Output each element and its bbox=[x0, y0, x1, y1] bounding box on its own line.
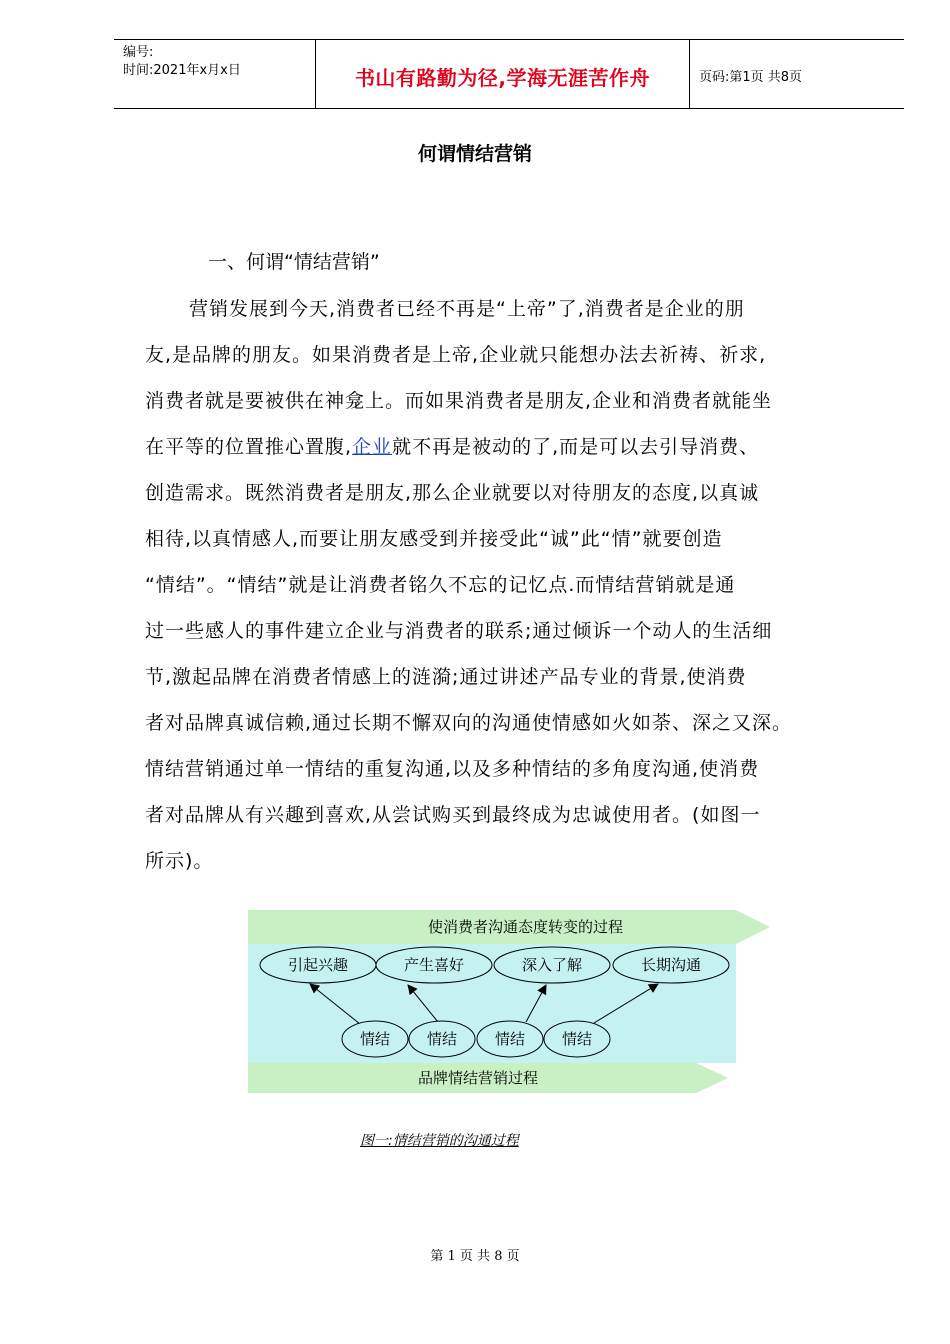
paragraph-line: “情结”。“情结”就是让消费者铭久不忘的记忆点.而情结营销就是通 bbox=[145, 574, 736, 596]
paragraph-line: 所示)。 bbox=[145, 850, 214, 872]
page-footer: 第 1 页 共 8 页 bbox=[430, 1249, 520, 1264]
process-diagram-svg bbox=[248, 905, 776, 1095]
paragraph-line: 相待,以真情感人,而要让朋友感受到并接受此“诚”此“情”就要创造 bbox=[145, 528, 723, 550]
paragraph-line: 节,激起品牌在消费者情感上的涟漪;通过讲述产品专业的背景,使消费 bbox=[145, 666, 747, 688]
paragraph-line: 过一些感人的事件建立企业与消费者的联系;通过倾诉一个动人的生活细 bbox=[145, 620, 773, 642]
knot-label: 情结 bbox=[359, 1030, 391, 1048]
paragraph-line: 情结营销通过单一情结的重复沟通,以及多种情结的多角度沟通,使消费 bbox=[145, 758, 760, 780]
knot-node bbox=[477, 1021, 543, 1057]
figure-caption: 图一:情结营销的沟通过程 bbox=[360, 1133, 519, 1149]
paragraph-line: 营销发展到今天,消费者已经不再是“上帝”了,消费者是企业的朋 bbox=[189, 298, 745, 320]
bottom-arrow-label: 品牌情结营销过程 bbox=[418, 1069, 539, 1087]
header-motto-cell bbox=[316, 40, 690, 108]
paragraph-text: 就不再是被动的了,而是可以去引导消费、 bbox=[392, 436, 760, 458]
process-diagram bbox=[248, 905, 776, 1095]
stage-label: 长期沟通 bbox=[640, 956, 702, 974]
header-table bbox=[114, 39, 904, 109]
body-paragraph bbox=[145, 286, 865, 884]
document-title: 何谓情结营销 bbox=[417, 143, 532, 165]
page-info: 页码:第1页 共8页 bbox=[699, 70, 803, 85]
stage-node bbox=[376, 947, 492, 983]
paragraph-line: 者对品牌从有兴趣到喜欢,从尝试购买到最终成为忠诚使用者。(如图一 bbox=[145, 804, 761, 826]
header-meta-cell bbox=[114, 40, 316, 108]
motto: 书山有路勤为径,学海无涯苦作舟 bbox=[354, 66, 651, 90]
knot-node bbox=[544, 1021, 610, 1057]
knot-label: 情结 bbox=[426, 1030, 458, 1048]
stage-label: 引起兴趣 bbox=[287, 956, 349, 974]
paragraph-line: 友,是品牌的朋友。如果消费者是上帝,企业就只能想办法去祈祷、祈求, bbox=[145, 344, 767, 366]
id-label: 编号: bbox=[123, 45, 154, 60]
knot-node bbox=[409, 1021, 475, 1057]
knot-label: 情结 bbox=[494, 1030, 526, 1048]
stage-node bbox=[613, 947, 729, 983]
paragraph-line bbox=[145, 424, 865, 470]
stage-node bbox=[260, 947, 376, 983]
time-label: 时间:2021年x月x日 bbox=[123, 63, 241, 78]
paragraph-line: 者对品牌真诚信赖,通过长期不懈双向的沟通使情感如火如荼、深之又深。 bbox=[145, 712, 793, 734]
header-page-cell bbox=[690, 40, 904, 108]
paragraph-text: 在平等的位置推心置腹, bbox=[145, 436, 353, 458]
stage-node bbox=[494, 947, 610, 983]
stage-label: 产生喜好 bbox=[403, 956, 465, 974]
stage-label: 深入了解 bbox=[521, 956, 583, 974]
paragraph-line: 消费者就是要被供在神龛上。而如果消费者是朋友,企业和消费者就能坐 bbox=[145, 390, 773, 412]
section-heading: 一、何谓“情结营销” bbox=[208, 251, 380, 273]
enterprise-link[interactable]: 企业 bbox=[352, 436, 393, 458]
knot-label: 情结 bbox=[561, 1030, 593, 1048]
top-arrow-label: 使消费者沟通态度转变的过程 bbox=[428, 918, 624, 936]
paragraph-line: 创造需求。既然消费者是朋友,那么企业就要以对待朋友的态度,以真诚 bbox=[145, 482, 760, 504]
knot-node bbox=[342, 1021, 408, 1057]
